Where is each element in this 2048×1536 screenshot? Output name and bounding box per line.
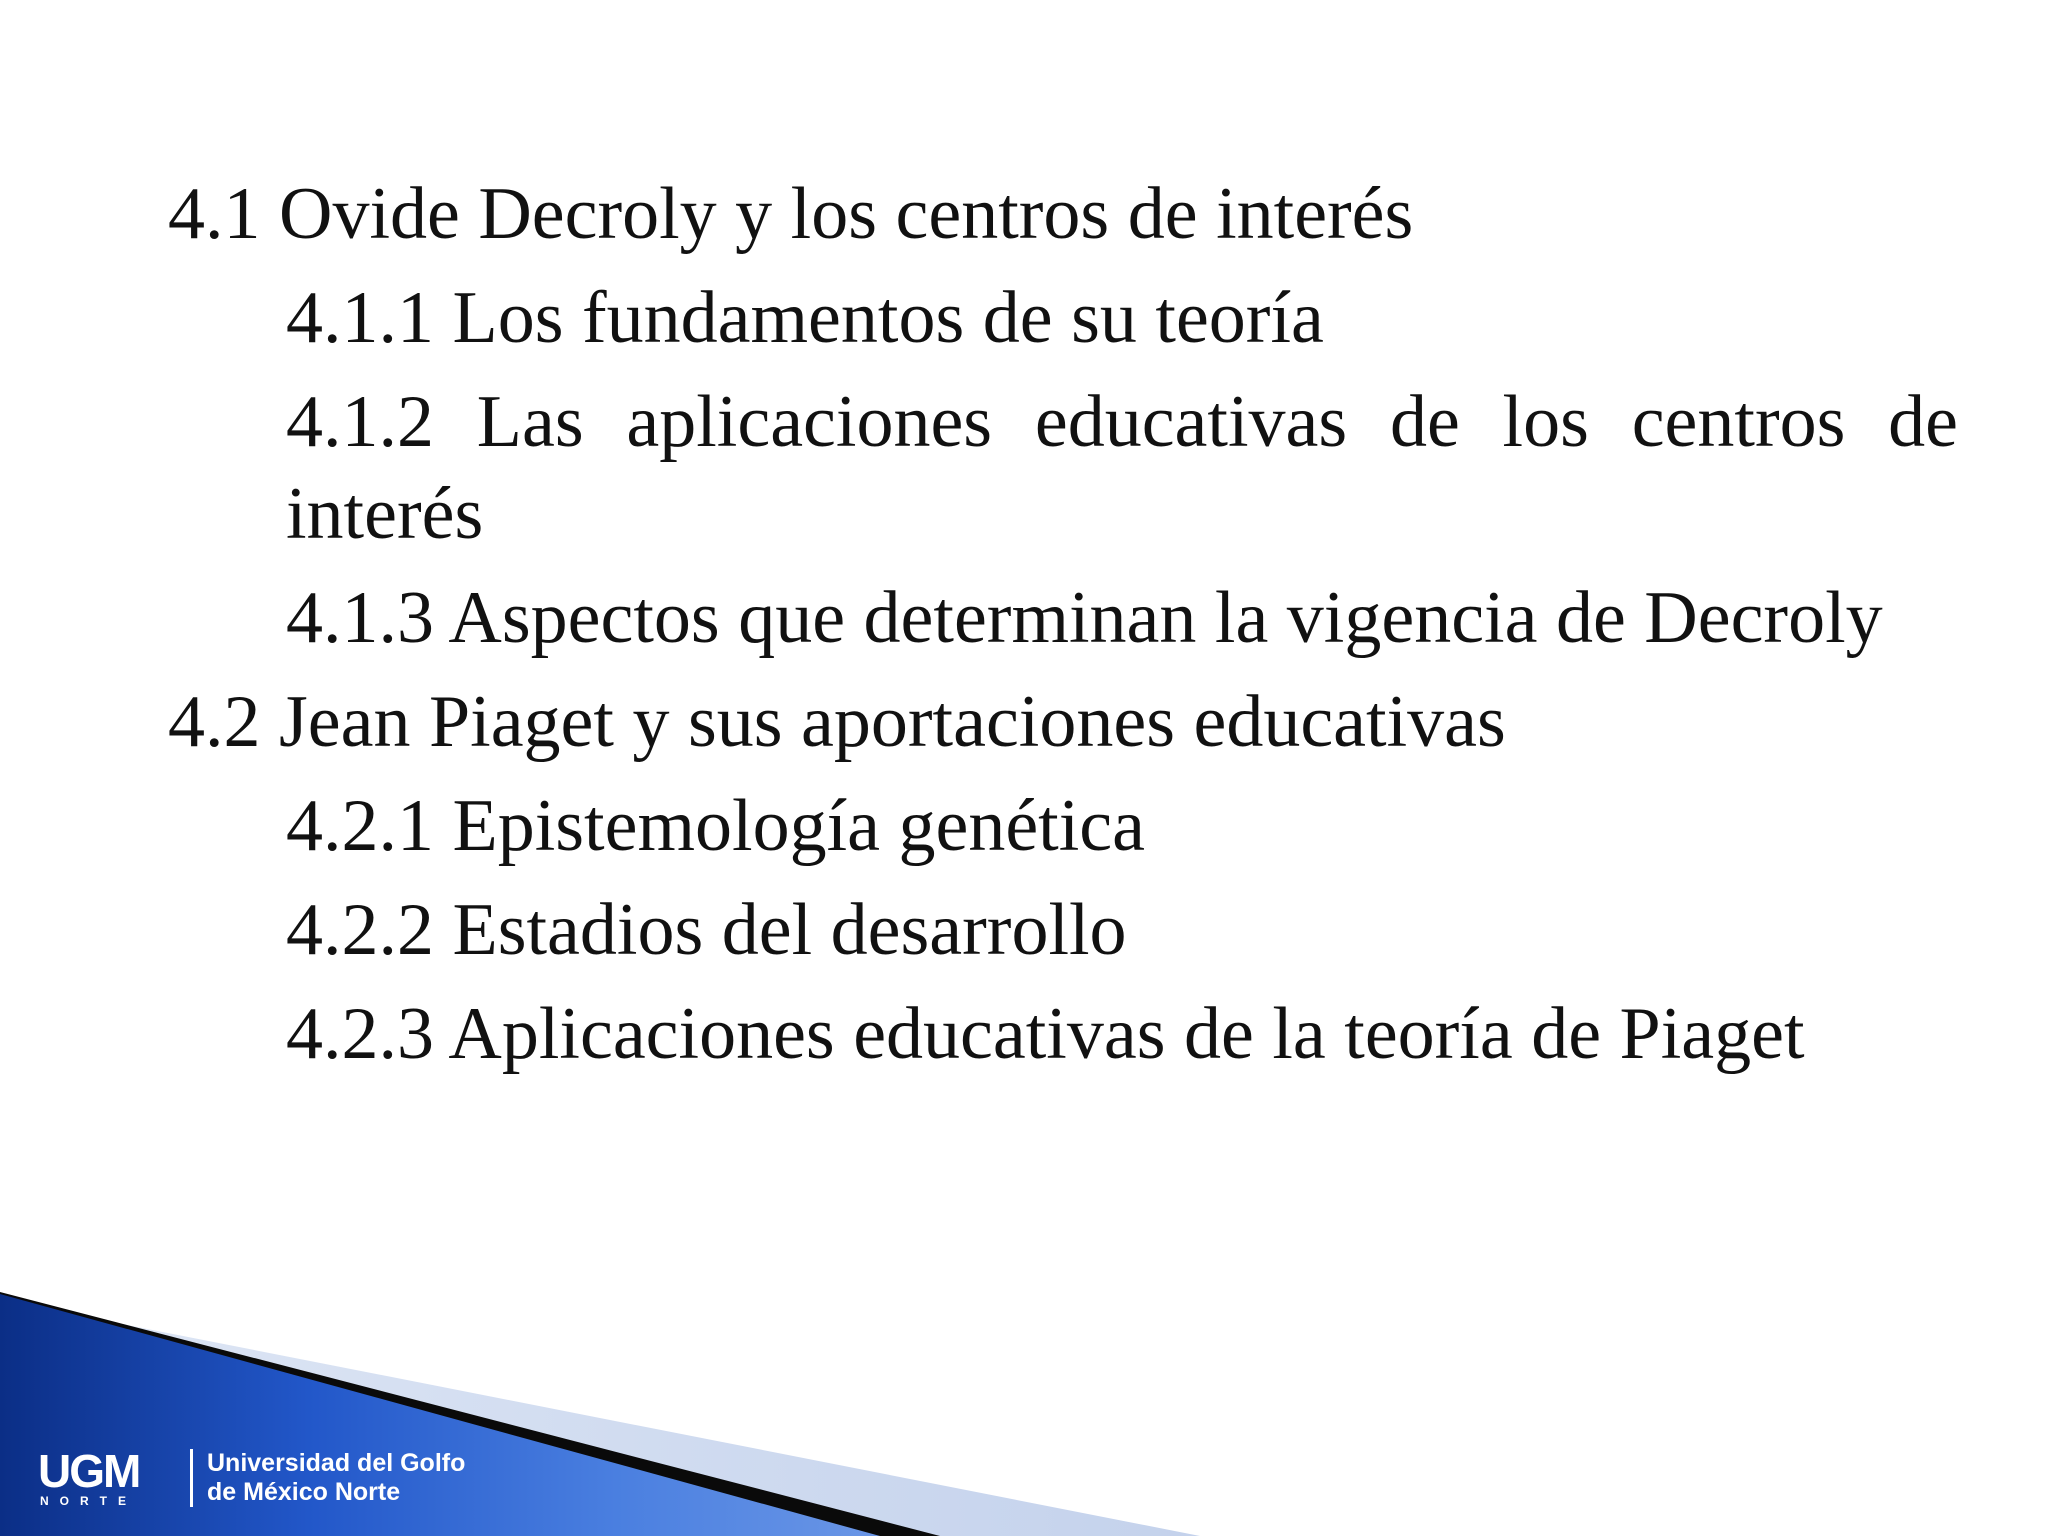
institution-logo	[38, 1445, 466, 1508]
logo-divider	[190, 1449, 193, 1507]
outline-item-4-2-1: 4.2.1 Epistemología genética	[286, 785, 1145, 867]
outline-item-4-1-2: 4.1.2 Las aplicaciones educativas de los centros de interés	[286, 381, 1958, 555]
logo-letters: UGM	[38, 1445, 140, 1497]
institution-name	[207, 1449, 465, 1507]
institution-name-line-1: Universidad del Golfo	[207, 1449, 466, 1477]
outline-item-4-2-3: 4.2.3 Aplicaciones educativas de la teoría de Piaget	[286, 993, 1805, 1075]
outline-item-4-1: 4.1 Ovide Decroly y los centros de interés	[168, 173, 1414, 255]
topic-outline	[168, 168, 1958, 1092]
outline-item-4-2-2: 4.2.2 Estadios del desarrollo	[286, 889, 1127, 971]
institution-name-line-2: de México Norte	[207, 1478, 401, 1506]
outline-item-4-1-3: 4.1.3 Aspectos que determinan la vigencia de Decroly	[286, 577, 1883, 659]
logo-subtitle: NORTE	[40, 1494, 137, 1508]
outline-item-4-2: 4.2 Jean Piaget y sus aportaciones educativas	[168, 681, 1506, 763]
ugm-logo-mark	[38, 1445, 164, 1508]
outline-item-4-1-1: 4.1.1 Los fundamentos de su teoría	[286, 277, 1324, 359]
